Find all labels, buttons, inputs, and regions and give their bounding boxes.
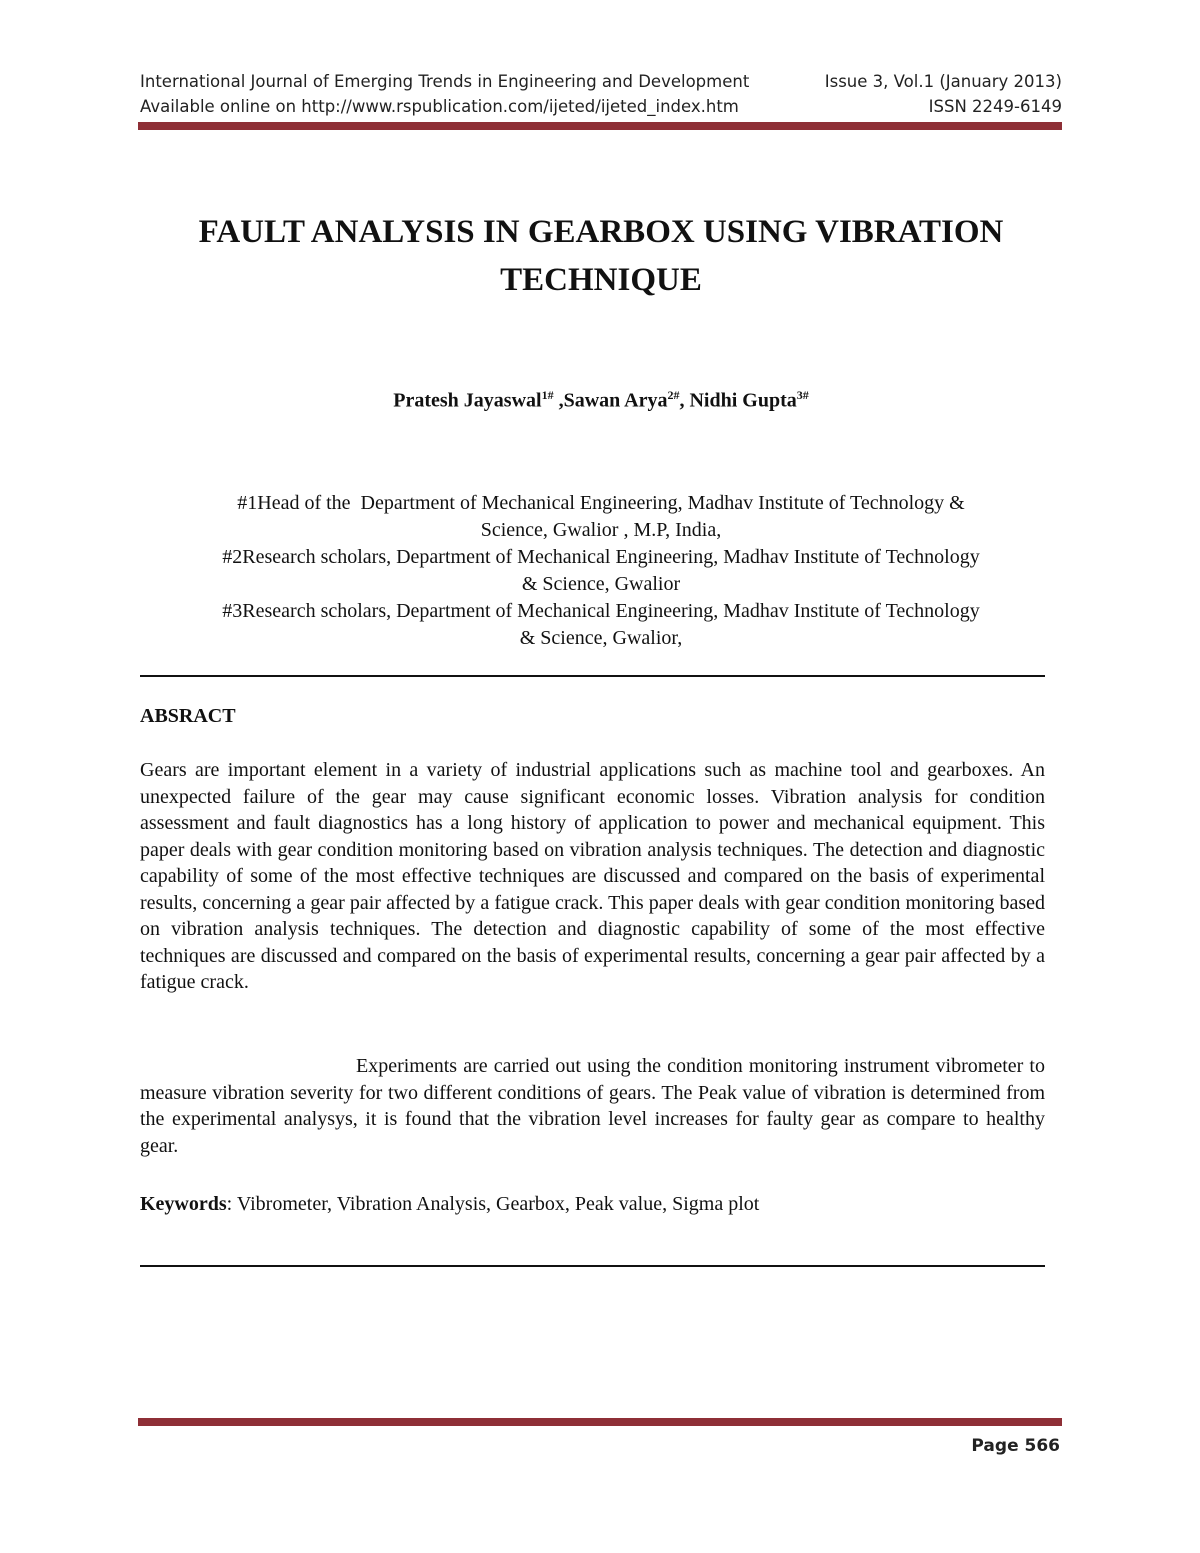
paper-title xyxy=(140,208,1062,304)
title-line-2: TECHNIQUE xyxy=(500,262,702,298)
abstract-paragraph-1: Gears are important element in a variety of industrial applications such as machine tool and gearboxes. An unexpected failure of the gear may cause significant economic losses. Vibration analysis for condition assessment and fault diagnostics has a long history of application to power and mechanical equipment. This paper deals with gear condition monitoring based on vibration analysis techniques. The detection and diagnostic capability of some of the most effective techniques are discussed and compared on the basis of experimental results, concerning a gear pair affected by a fatigue crack. This paper deals with gear condition monitoring based on vibration analysis techniques. The detection and diagnostic capability of some of the most effective techniques are discussed and compared on the basis of experimental results, concerning a gear pair affected by a fatigue crack. xyxy=(140,759,1045,993)
page-number: Page 566 xyxy=(971,1436,1060,1456)
footer-rule xyxy=(138,1418,1062,1426)
affiliation-1-line-1: #1Head of the Department of Mechanical Engineering, Madhav Institute of Technology & xyxy=(237,492,965,514)
author-mark: 3# xyxy=(796,388,809,402)
author-name: Pratesh Jayaswal xyxy=(393,389,542,412)
running-header-line1 xyxy=(140,72,1062,94)
section-divider xyxy=(140,675,1045,677)
journal-name: International Journal of Emerging Trends in Engineering and Development xyxy=(140,72,750,91)
title-line-1: FAULT ANALYSIS IN GEARBOX USING VIBRATION xyxy=(198,214,1004,250)
author-mark: 2# xyxy=(667,388,680,402)
keywords-label: Keywords xyxy=(140,1193,227,1215)
affiliation-1-line-2: Science, Gwalior , M.P, India, xyxy=(480,519,722,541)
affiliations xyxy=(140,490,1062,652)
affiliation-3-line-1: #3Research scholars, Department of Mechanical Engineering, Madhav Institute of Technology xyxy=(222,600,980,622)
issn: ISSN 2249-6149 xyxy=(928,97,1062,116)
author-list: Pratesh Jayaswal$^{1\#}$ ,Sawan Arya$^{2\#}$, Nidhi Gupta$^{3\#}$ xyxy=(393,388,809,412)
abstract-heading: ABSRACT xyxy=(140,705,236,727)
abstract-paragraph-2: Experiments are carried out using the condition monitoring instrument vibrometer to measure vibration severity for two different conditions of gears. The Peak value of vibration is determined from the experimental analysys, it is found that the vibration level increases for faulty gear as compare to healthy gear. xyxy=(140,1055,1045,1157)
keywords xyxy=(140,1193,759,1216)
affiliation-2-line-2: & Science, Gwalior xyxy=(521,573,681,595)
header-rule xyxy=(138,122,1062,130)
affiliation-2-line-1: #2Research scholars, Department of Mechanical Engineering, Madhav Institute of Technology xyxy=(222,546,980,568)
keywords-values: : Vibrometer, Vibration Analysis, Gearbox, Peak value, Sigma plot xyxy=(226,1193,760,1215)
author-name: Sawan Arya xyxy=(563,389,668,412)
running-header-line2 xyxy=(140,97,1062,119)
affiliation-3-line-2: & Science, Gwalior, xyxy=(519,627,683,649)
author-mark: 1# xyxy=(541,388,554,402)
availability-url: Available online on http://www.rspublication.com/ijeted/ijeted_index.htm xyxy=(140,97,739,116)
author-name: Nidhi Gupta xyxy=(689,389,797,412)
section-divider xyxy=(140,1265,1045,1267)
issue-info: Issue 3, Vol.1 (January 2013) xyxy=(824,72,1062,91)
